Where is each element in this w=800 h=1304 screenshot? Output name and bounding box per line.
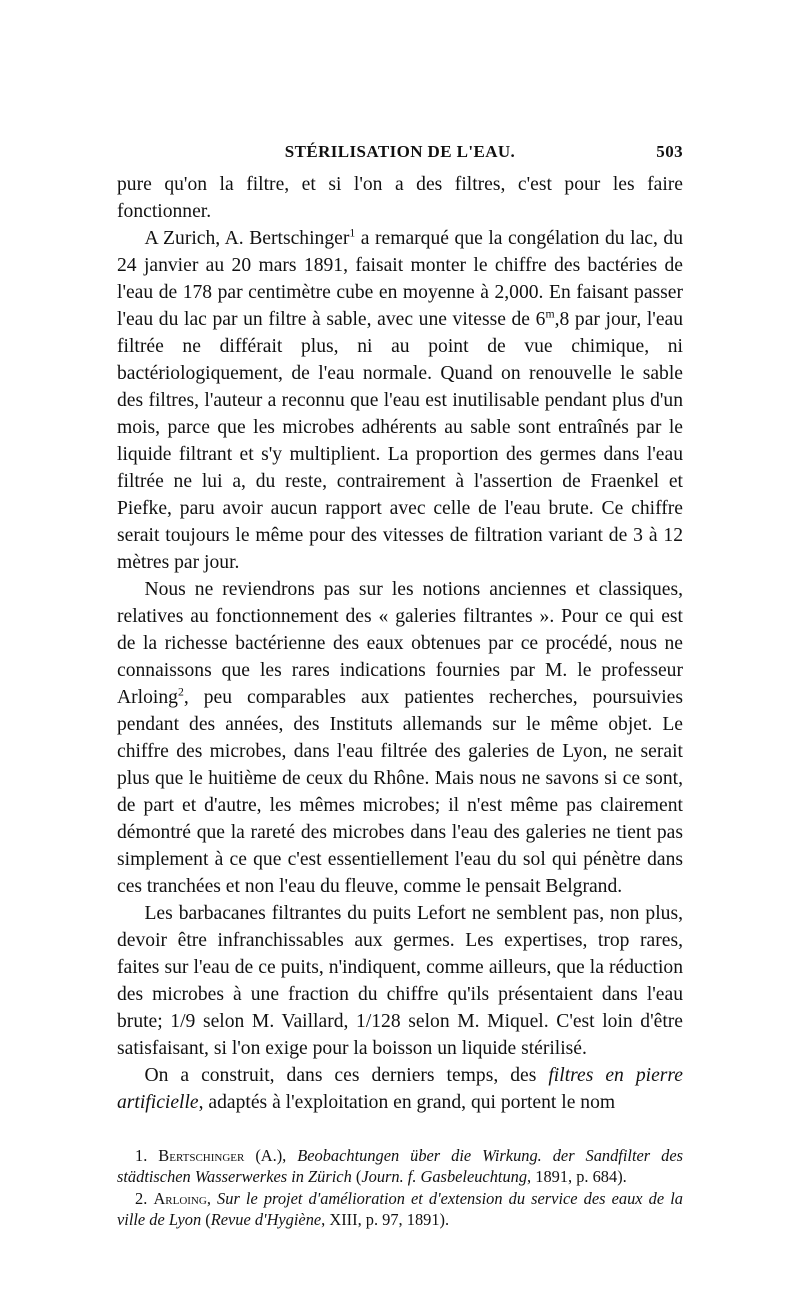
footnote-2-author-suffix: , [206,1189,218,1208]
book-page [117,142,683,1231]
footnote-2-details: , XIII, p. 97, 1891). [321,1210,450,1229]
paragraph-5-italic-term: filtres en pierre artificielle [117,1065,683,1113]
footnote-2 [117,1188,683,1230]
footnote-2-number: 2. [135,1189,148,1208]
paragraph-1 [117,171,683,225]
paragraph-3-part-2: , peu comparables aux patientes recherches, poursuivies pendant des années, des Instituts allemands sur le même objet. Le chiffre des microbes, dans l'eau filtrée des galeries de Lyon, ne serait plus que le huitième de ceux du Rhône. Mais nous ne savons si ce sont, de part et d'autre, les mêmes microbes; il n'est même pas clairement démontré que la rareté des microbes dans l'eau des galeries ne tient pas simplement à ce que c'est essentiellement l'eau du sol qui pénètre dans ces tranchées et non l'eau du fleuve, comme le pensait Belgrand. [117,687,683,897]
paragraph-3 [117,576,683,900]
page-number: 503 [656,142,683,161]
footnote-1-details: , 1891, p. 684). [527,1167,627,1186]
body-text [117,171,683,1116]
paragraph-2 [117,225,683,576]
paragraph-2-part-1: A Zurich, A. Bertschinger [144,228,350,249]
footnote-1-source-open: ( [351,1167,362,1186]
footnote-2-journal: Revue d'Hygiène [210,1210,322,1229]
footnote-1-author: Bertschinger [158,1146,245,1165]
footnote-1-number: 1. [135,1146,148,1165]
paragraph-5 [117,1062,683,1116]
paragraph-5-part-1: On a construit, dans ces derniers temps, des [144,1065,549,1086]
footnote-1 [117,1145,683,1187]
footnote-ref-1: 1 [349,226,356,240]
footnote-2-author: Arloing [153,1189,207,1208]
paragraph-4-text: Les barbacanes filtrantes du puits Lefort ne semblent pas, non plus, devoir être infranchissables aux germes. Les expertises, trop rares, faites sur l'eau de ce puits, n'indiquent, comme ailleurs, que la réduction des microbes à une fraction du chiffre qu'ils présentaient dans l'eau brute; 1/9 selon M. Vaillard, 1/128 selon M. Miquel. C'est loin d'être satisfaisant, si l'on exige pour la boisson un liquide stérilisé. [117,903,683,1059]
footnote-ref-2: 2 [177,685,184,699]
footnote-2-title: Sur le projet d'amélioration et d'extension du service des eaux de la ville de Lyon [117,1189,683,1229]
footnote-2-source-open: ( [201,1210,211,1229]
footnote-1-author-suffix: (A.), [244,1146,298,1165]
footnotes [117,1145,683,1230]
paragraph-4 [117,900,683,1062]
paragraph-1-text: pure qu'on la filtre, et si l'on a des filtres, c'est pour les faire fonctionner. [117,174,683,222]
running-title: STÉRILISATION DE L'EAU. [284,142,516,161]
paragraph-2-part-2: a remarqué que la congélation du lac, du 24 janvier au 20 mars 1891, faisait monter le chiffre des bactéries de l'eau de 178 par centimètre cube en moyenne à 2,000. En faisant passer l'eau du lac par un filtre à sable, avec une vitesse de 6 [117,228,683,330]
paragraph-3-part-1: Nous ne reviendrons pas sur les notions anciennes et classiques, relatives au fonctionnement des « galeries filtrantes ». Pour ce qui est de la richesse bactérienne des eaux obtenues par ce procédé, nous ne connaissons que les rares indications fournies par M. le professeur Arloing [117,579,683,708]
footnote-1-journal: Journ. f. Gasbeleuchtung [361,1167,528,1186]
paragraph-2-part-3: ,8 par jour, l'eau filtrée ne différait plus, ni au point de vue chimique, ni bactériologiquement, de l'eau normale. Quand on renouvelle le sable des filtres, l'auteur a reconnu que l'eau est inutilisable pendant plus d'un mois, parce que les microbes adhérents au sable sont entraînés par le liquide filtrant et s'y multiplient. La proportion des germes dans l'eau filtrée ne lui a, du reste, contrairement à l'assertion de Fraenkel et Piefke, paru avoir aucun rapport avec celle de l'eau brute. Ce chiffre serait toujours le même pour des vitesses de filtration variant de 3 à 12 mètres par jour. [117,309,684,573]
unit-superscript: m [545,307,555,321]
running-head [117,142,683,168]
footnote-1-title: Beobachtungen über die Wirkung. der Sandfilter des städtischen Wasserwerkes in Zürich [117,1146,683,1186]
paragraph-5-part-2: , adaptés à l'exploitation en grand, qui portent le nom [198,1092,616,1113]
